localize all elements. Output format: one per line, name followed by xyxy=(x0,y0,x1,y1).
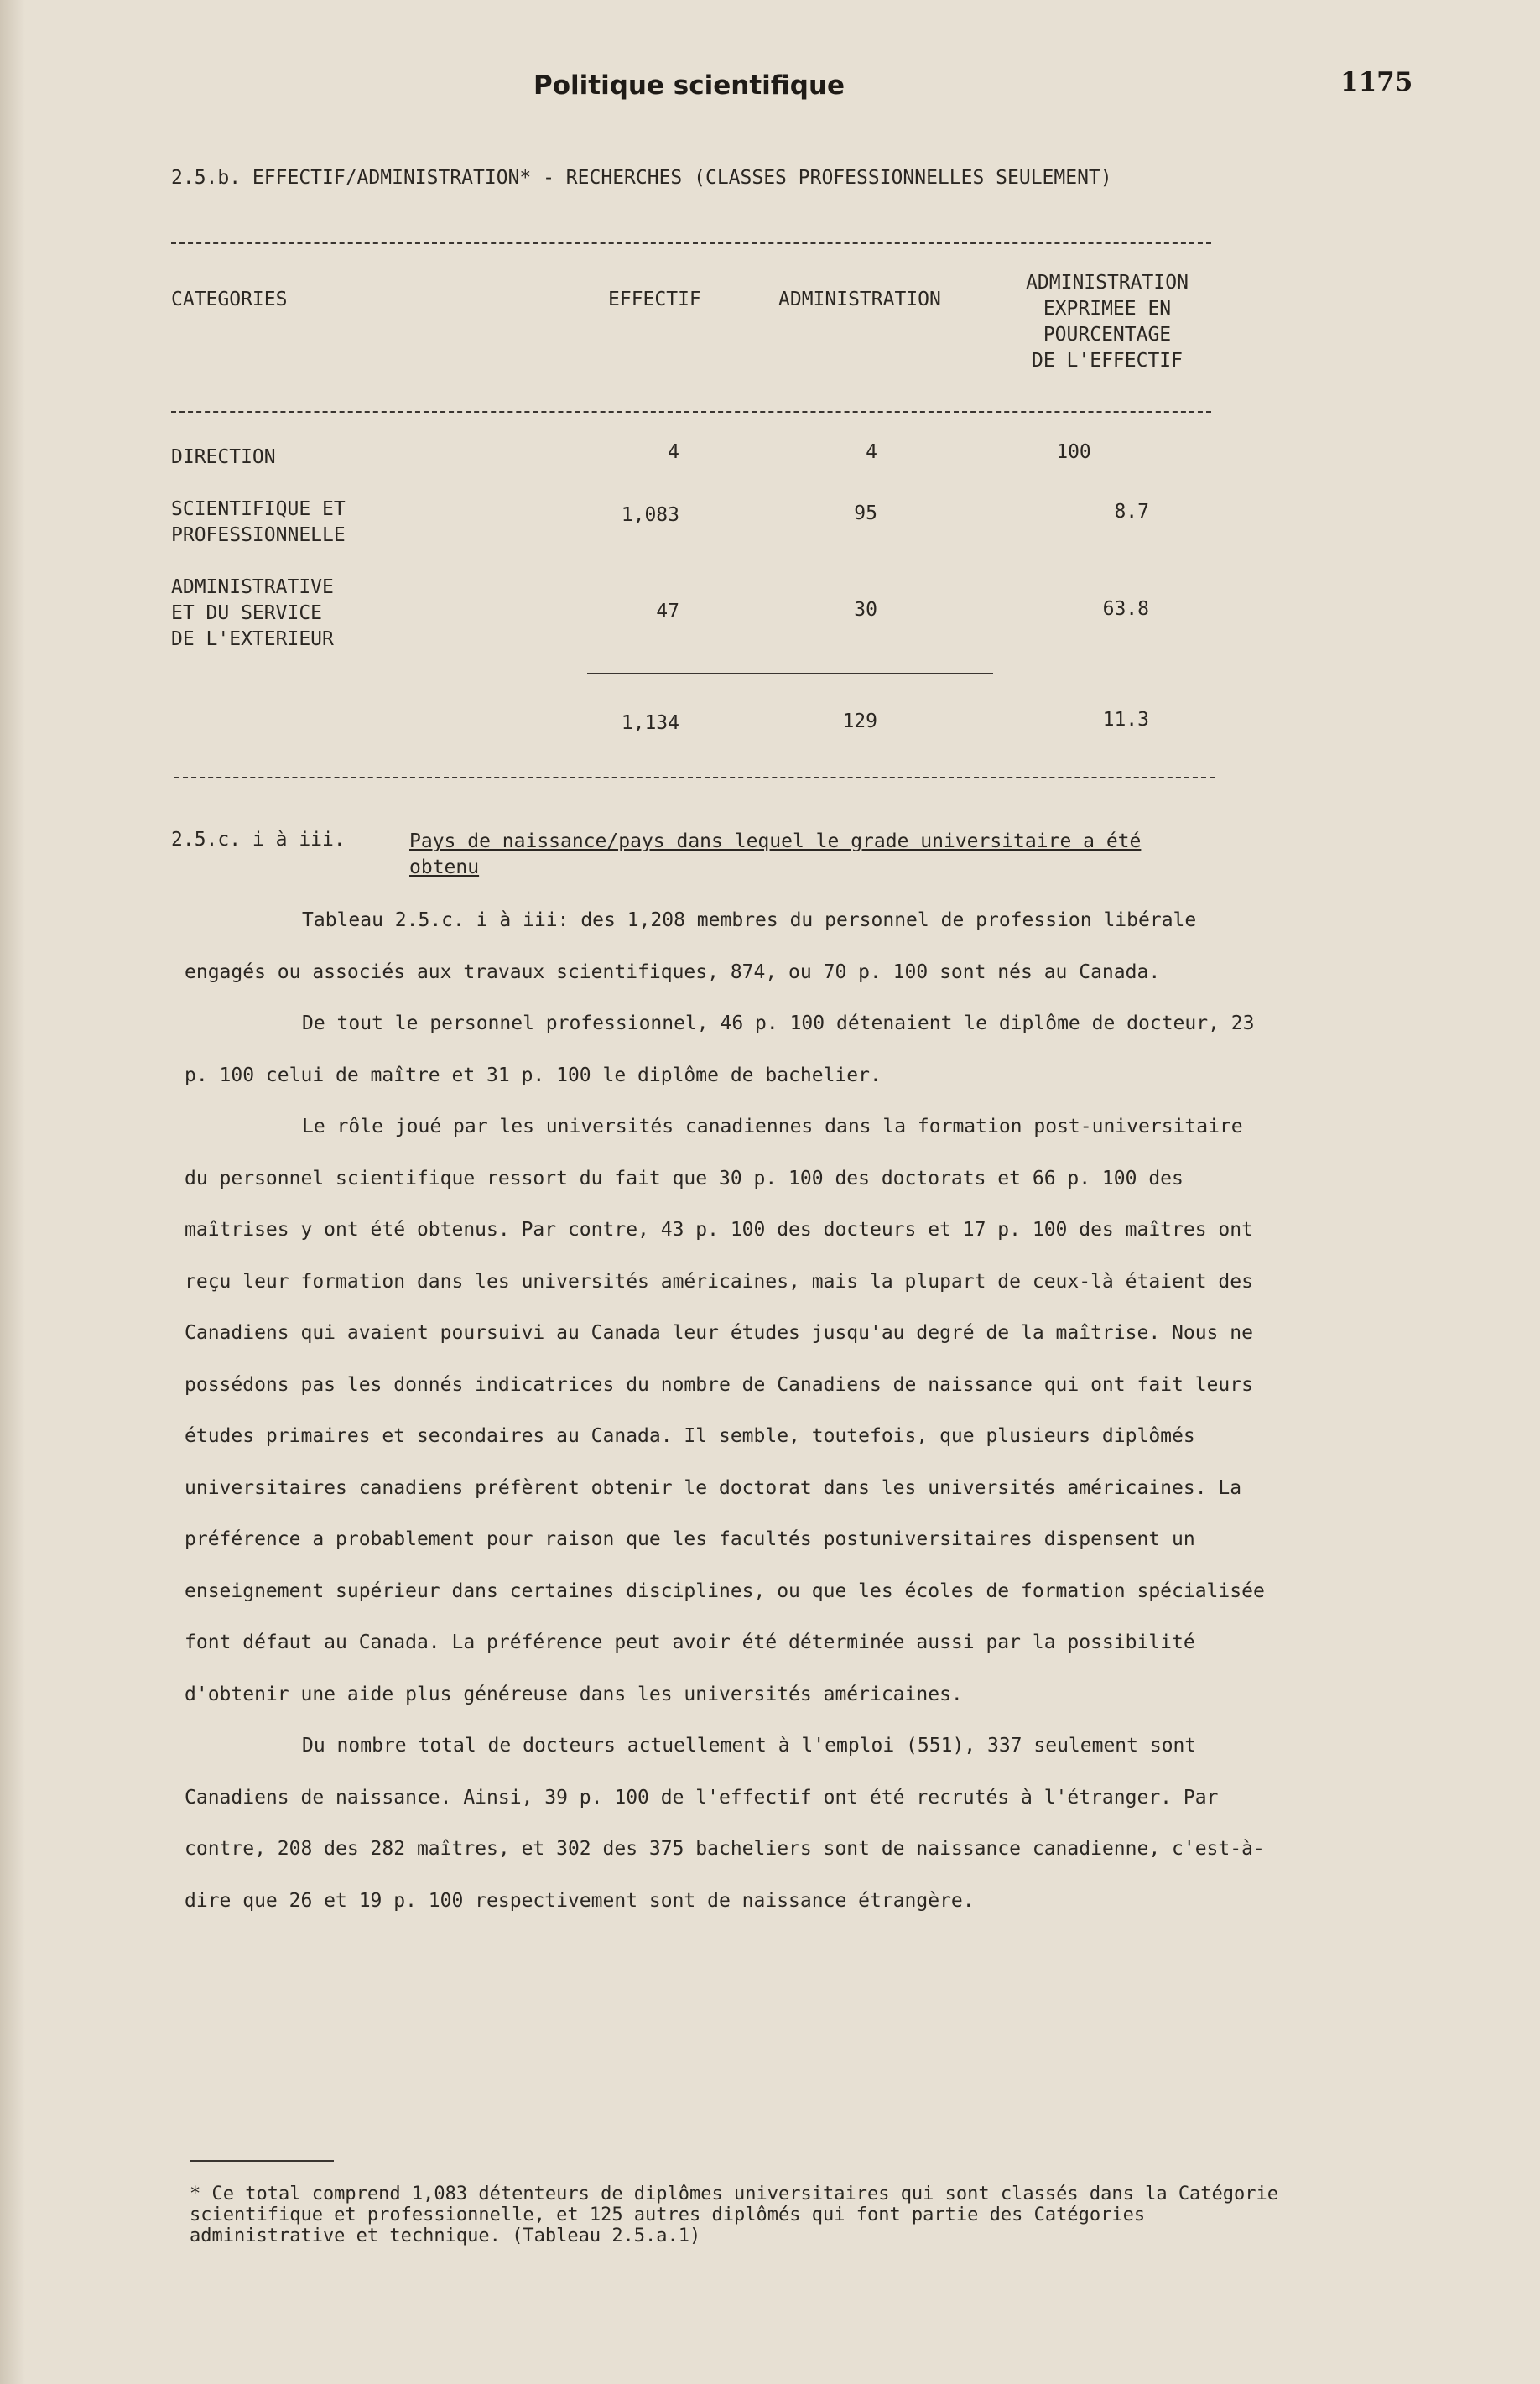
footnote: * Ce total comprend 1,083 détenteurs de diplômes universitaires qui sont classés dans la Catégorie scientifique et professionnelle, et 125 autres diplômés qui font partie des Catégories administrative et technique. (Tableau 2.5.a.1) xyxy=(190,2184,1279,2246)
column-header-percentage xyxy=(1017,270,1198,374)
section-title-line: obtenu xyxy=(409,856,480,878)
page-number: 1175 xyxy=(1340,67,1413,97)
table-cell-administration: 30 xyxy=(854,599,877,621)
category-line: ET DU SERVICE xyxy=(171,602,323,624)
table-cell-effectif: 47 xyxy=(656,601,679,622)
section-title-line: Pays de naissance/pays dans lequel le grade universitaire a été xyxy=(409,830,1142,852)
pct-header-line: ADMINISTRATION xyxy=(1026,272,1189,294)
table-row-category: DIRECTION xyxy=(171,446,276,468)
table-cell-administration: 4 xyxy=(866,441,877,463)
table-total-percentage: 11.3 xyxy=(1102,709,1149,731)
pct-header-line: EXPRIMEE EN xyxy=(1043,298,1172,320)
table-total-effectif: 1,134 xyxy=(621,712,679,734)
category-line: ADMINISTRATIVE xyxy=(171,576,334,598)
table-header-rule xyxy=(171,411,1211,413)
table-subtotal-rule xyxy=(587,673,993,674)
table-top-rule xyxy=(171,242,1211,244)
running-header xyxy=(0,67,1540,112)
table-cell-administration: 95 xyxy=(854,502,877,524)
column-header-effectif: EFFECTIF xyxy=(608,289,701,310)
category-line: PROFESSIONNELLE xyxy=(171,524,346,546)
column-header-categories: CATEGORIES xyxy=(171,289,288,310)
table-cell-percentage: 8.7 xyxy=(1114,501,1149,523)
footnote-rule xyxy=(190,2160,334,2162)
paragraph: Du nombre total de docteurs actuellement à l'emploi (551), 337 seulement sont Canadiens de naissance. Ainsi, 39 p. 100 de l'effectif ont été recrutés à l'étranger. Par contre, 208 des 282 maîtres, et 302 des 375 bacheliers sont de naissance canadienne, c'est-à-dire que 26 et 19 p. 100 respectivement sont de naissance étrangère. xyxy=(185,1735,1265,1912)
table-row-category xyxy=(171,575,334,653)
category-line: SCIENTIFIQUE ET xyxy=(171,498,346,520)
paragraph: Tableau 2.5.c. i à iii: des 1,208 membres du personnel de profession libérale engagés ou associés aux travaux scientifiques, 874, ou 70 p. 100 sont nés au Canada. xyxy=(185,909,1197,983)
section-number: 2.5.c. i à iii. xyxy=(171,829,346,851)
table-title: 2.5.b. EFFECTIF/ADMINISTRATION* - RECHERCHES (CLASSES PROFESSIONNELLES SEULEMENT) xyxy=(171,167,1112,189)
table-cell-percentage: 63.8 xyxy=(1102,598,1149,620)
section-title xyxy=(409,829,1141,881)
table-cell-percentage: 100 xyxy=(1056,441,1091,463)
pct-header-line: POURCENTAGE xyxy=(1043,324,1172,346)
running-title: Politique scientifique xyxy=(533,70,845,101)
table-cell-effectif: 4 xyxy=(668,441,679,463)
paragraph: De tout le personnel professionnel, 46 p. 100 détenaient le diplôme de docteur, 23 p. 100 celui de maître et 31 p. 100 le diplôme de bachelier. xyxy=(185,1012,1255,1086)
page-binding-shadow xyxy=(0,0,25,2384)
table-row-category xyxy=(171,497,346,549)
category-line: DE L'EXTERIEUR xyxy=(171,628,334,650)
body-text xyxy=(185,895,1267,1927)
table-bottom-rule xyxy=(174,777,1215,778)
column-header-administration: ADMINISTRATION xyxy=(778,289,941,310)
table-cell-effectif: 1,083 xyxy=(621,504,679,526)
pct-header-line: DE L'EFFECTIF xyxy=(1031,350,1183,372)
table-total-administration: 129 xyxy=(842,711,877,732)
paragraph: Le rôle joué par les universités canadiennes dans la formation post-universitaire du personnel scientifique ressort du fait que 30 p. 100 des doctorats et 66 p. 100 des maîtrises y ont été obtenus. Par contre, 43 p. 100 des docteurs et 17 p. 100 des maîtres ont reçu leur formation dans les universités américaines, mais la plupart de ceux-là étaient des Canadiens qui avaient poursuivi au Canada leur études jusqu'au degré de la maîtrise. Nous ne possédons pas les donnés indicatrices du nombre de Canadiens de naissance qui ont fait leurs études primaires et secondaires au Canada. Il semble, toutefois, que plusieurs diplômés universitaires canadiens préfèrent obtenir le doctorat dans les universités américaines. La préférence a probablement pour raison que les facultés postuniversitaires dispensent un enseignement supérieur dans certaines disciplines, ou que les écoles de formation spécialisée font défaut au Canada. La préférence peut avoir été déterminée aussi par la possibilité d'obtenir une aide plus généreuse dans les universités américaines. xyxy=(185,1116,1265,1705)
